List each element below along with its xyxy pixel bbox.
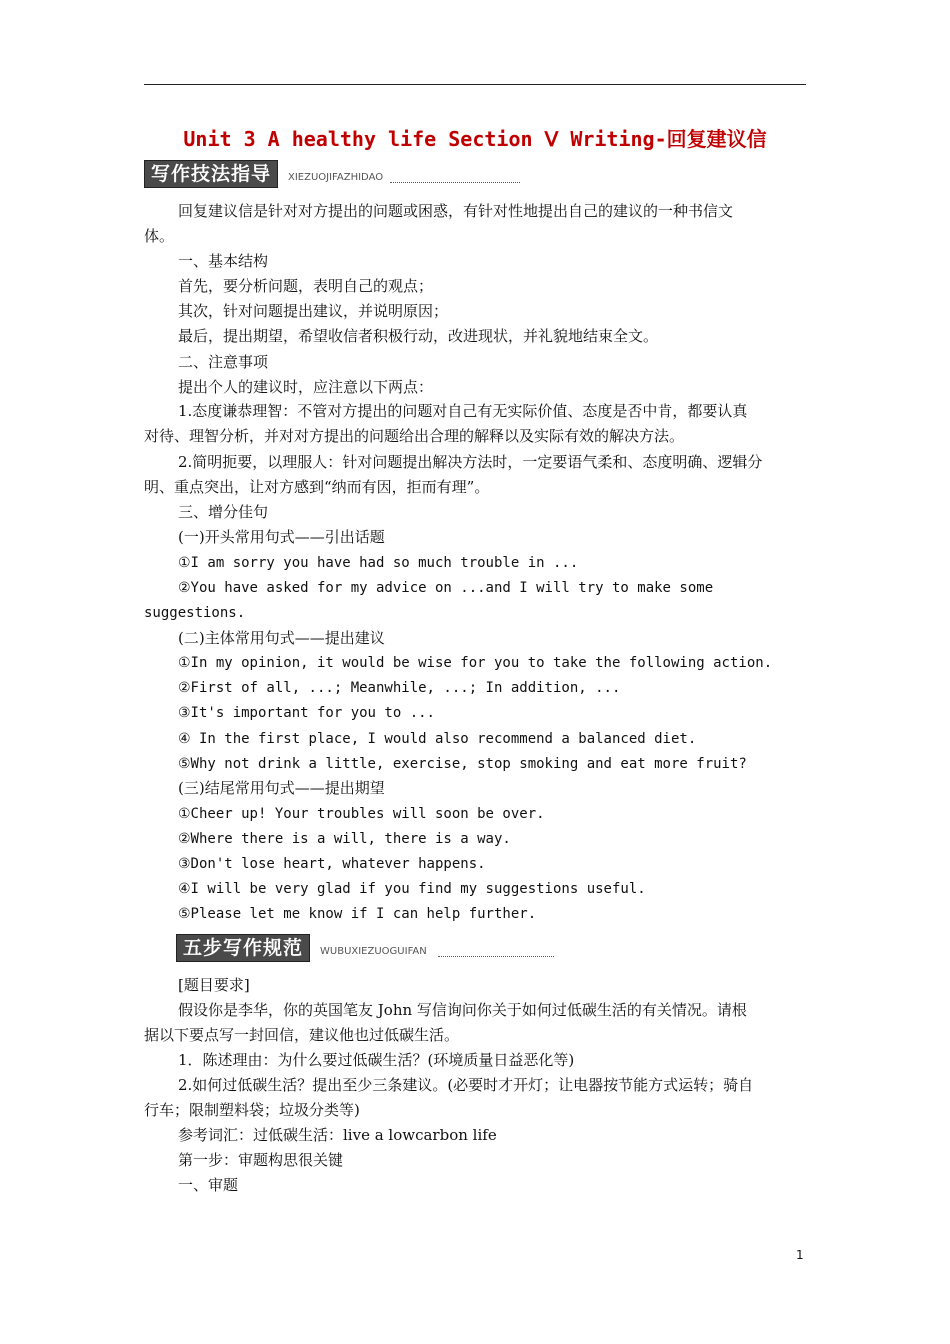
banner-label: 写作技法指导 — [144, 160, 278, 188]
text-line: ⑤Please let me know if I can help further. — [178, 906, 537, 922]
text-line: 参考词汇：过低碳生活：live a lowcarbon life — [178, 1126, 497, 1144]
text-line: (一)开头常用句式——引出话题 — [178, 528, 385, 546]
text-line: 行车；限制塑料袋；垃圾分类等) — [144, 1101, 360, 1119]
text-line: ⑤Why not drink a little, exercise, stop smoking and eat more fruit? — [178, 756, 747, 772]
text-line: 对待、理智分析，并对对方提出的问题给出合理的解释以及实际有效的解决方法。 — [144, 427, 685, 445]
document-title: Unit 3 A healthy life Section Ⅴ Writing-回复建议信 — [183, 127, 767, 151]
text-line: 一、审题 — [178, 1176, 239, 1194]
section-banner-writing-skills — [144, 160, 520, 188]
text-line: 三、增分佳句 — [178, 503, 269, 521]
text-line: (二)主体常用句式——提出建议 — [178, 629, 385, 647]
text-line: 提出个人的建议时，应注意以下两点： — [178, 378, 434, 396]
text-line: ①In my opinion, it would be wise for you to take the following action. — [178, 655, 773, 671]
text-line: 2.如何过低碳生活？提出至少三条建议。(必要时才开灯；让电器按节能方式运转；骑自 — [178, 1076, 754, 1094]
text-line: 明、重点突出，让对方感到“纳而有因，拒而有理”。 — [144, 478, 490, 496]
text-line: 1．陈述理由：为什么要过低碳生活？(环境质量日益恶化等) — [178, 1051, 575, 1069]
header-rule — [144, 84, 806, 85]
banner-pinyin: WUBUXIEZUOGUIFAN — [320, 946, 427, 957]
text-line: 一、基本结构 — [178, 252, 269, 270]
text-line: (三)结尾常用句式——提出期望 — [178, 779, 385, 797]
text-line: ①Cheer up! Your troubles will soon be over. — [178, 806, 545, 822]
text-line: suggestions. — [144, 605, 246, 621]
section-banner-five-steps — [176, 934, 554, 962]
text-line: ②You have asked for my advice on ...and I will try to make some — [178, 580, 714, 596]
text-line: 首先，要分析问题，表明自己的观点； — [178, 277, 434, 295]
text-line: 其次，针对问题提出建议，并说明原因； — [178, 302, 449, 320]
page-number: 1 — [796, 1248, 804, 1262]
text-line: 1.态度谦恭理智：不管对方提出的问题对自己有无实际价值、态度是否中肯，都要认真 — [178, 402, 748, 420]
text-line: ①I am sorry you have had so much trouble in ... — [178, 555, 579, 571]
text-line: 最后，提出期望，希望收信者积极行动，改进现状，并礼貌地结束全文。 — [178, 327, 659, 345]
text-line: 回复建议信是针对对方提出的问题或困惑，有针对性地提出自己的建议的一种书信文 — [178, 202, 734, 220]
text-line: [题目要求] — [178, 976, 250, 994]
text-line: 体。 — [144, 227, 175, 245]
text-line: ②First of all, ...; Meanwhile, ...; In addition, ... — [178, 680, 621, 696]
text-line: ③It's important for you to ... — [178, 705, 435, 721]
text-line: ③Don't lose heart, whatever happens. — [178, 856, 486, 872]
banner-dotted-rule — [438, 956, 554, 957]
banner-pinyin: XIEZUOJIFAZHIDAO — [288, 172, 384, 183]
text-line: ②Where there is a will, there is a way. — [178, 831, 511, 847]
text-line: 二、注意事项 — [178, 353, 269, 371]
text-line: ④I will be very glad if you find my suggestions useful. — [178, 881, 646, 897]
text-line: ④ In the first place, I would also recommend a balanced diet. — [178, 731, 697, 747]
banner-label: 五步写作规范 — [176, 934, 310, 962]
text-line: 据以下要点写一封回信，建议他也过低碳生活。 — [144, 1026, 460, 1044]
text-line: 假设你是李华，你的英国笔友 John 写信询问你关于如何过低碳生活的有关情况。请根 — [178, 1001, 747, 1019]
banner-dotted-rule — [390, 182, 520, 183]
text-line: 2.简明扼要，以理服人：针对问题提出解决方法时，一定要语气柔和、态度明确、逻辑分 — [178, 453, 763, 471]
text-line: 第一步：审题构思很关键 — [178, 1151, 344, 1169]
